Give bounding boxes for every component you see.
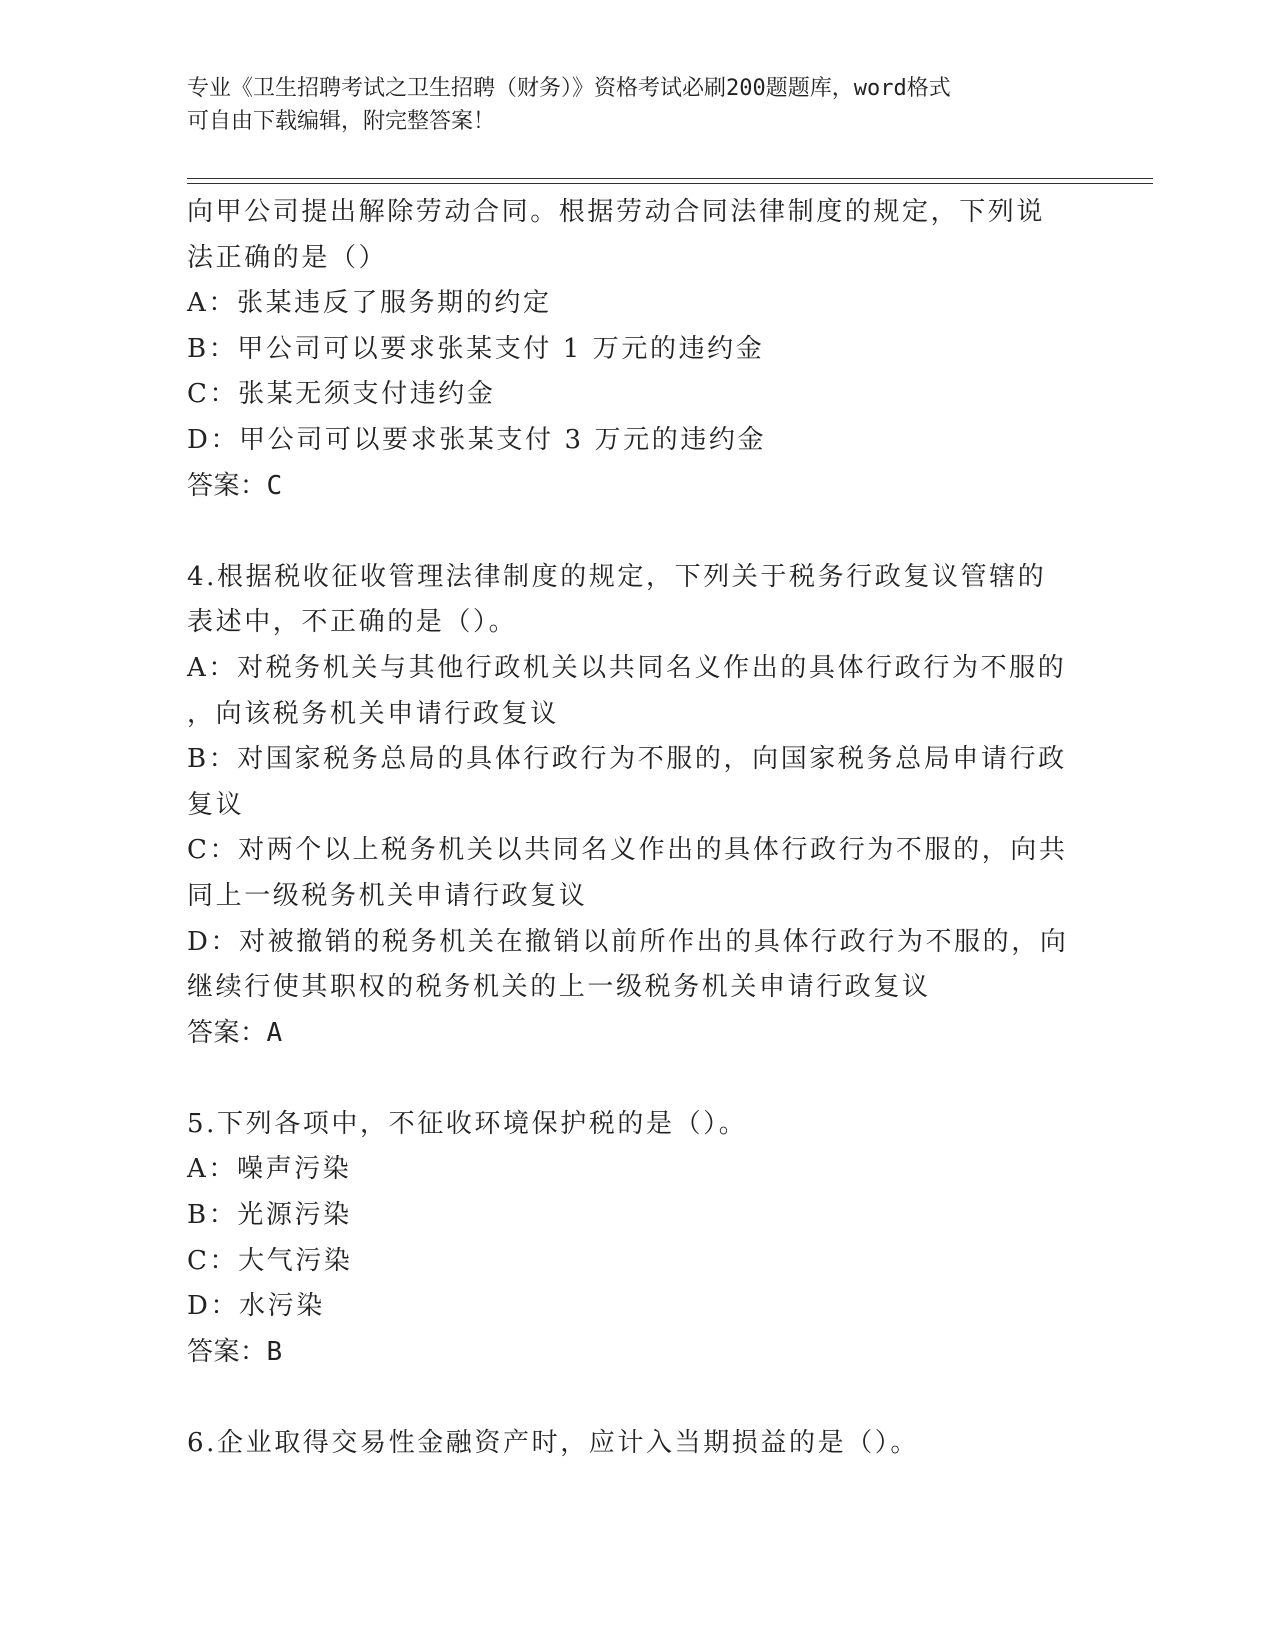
- option-b: 复议: [187, 789, 245, 820]
- option-d: 继续行使其职权的税务机关的上一级税务机关申请行政复议: [187, 972, 931, 1003]
- option-a: A：噪声污染: [187, 1154, 352, 1185]
- option-c: C：对两个以上税务机关以共同名义作出的具体行政行为不服的，向共: [187, 835, 1068, 866]
- document-header: [187, 72, 1067, 138]
- question-5: [187, 1102, 1087, 1376]
- question-stem: 向甲公司提出解除劳动合同。根据劳动合同法律制度的规定，下列说: [187, 197, 1046, 227]
- question-stem: 表述中，不正确的是（）。: [187, 607, 518, 638]
- spacer: [187, 1056, 1087, 1102]
- question-6: [187, 1421, 1087, 1467]
- question-stem: 6.企业取得交易性金融资产时，应计入当期损益的是（）。: [187, 1428, 920, 1459]
- question-3: [187, 190, 1087, 509]
- question-content: [187, 190, 1087, 1467]
- question-stem: 法正确的是（）: [187, 242, 388, 273]
- option-d: D：对被撤销的税务机关在撤销以前所作出的具体行政行为不服的，向: [187, 926, 1069, 957]
- answer-line: 答案：C: [187, 470, 283, 501]
- option-a: A：张某违反了服务期的约定: [187, 288, 552, 319]
- header-title-line-2: 可自由下载编辑，附完整答案！: [187, 109, 496, 134]
- option-a: ，向该税务机关申请行政复议: [187, 698, 559, 729]
- question-stem: 4.根据税收征收管理法律制度的规定，下列关于税务行政复议管辖的: [187, 561, 1047, 592]
- option-b: B：对国家税务总局的具体行政行为不服的，向国家税务总局申请行政: [187, 744, 1067, 775]
- header-divider-top: [187, 178, 1153, 179]
- header-title-line-1: 专业《卫生招聘考试之卫生招聘（财务）》资格考试必刷200题题库，word格式: [187, 76, 951, 101]
- answer-line: 答案：B: [187, 1336, 283, 1367]
- spacer: [187, 509, 1087, 555]
- answer-line: 答案：A: [187, 1017, 283, 1048]
- option-b: B：光源污染: [187, 1200, 352, 1231]
- option-a: A：对税务机关与其他行政机关以共同名义作出的具体行政行为不服的: [187, 652, 1067, 683]
- question-4: [187, 555, 1087, 1057]
- header-divider-bottom: [187, 183, 1153, 184]
- option-d: D：甲公司可以要求张某支付 3 万元的违约金: [187, 424, 767, 455]
- question-stem: 5.下列各项中，不征收环境保护税的是（）。: [187, 1108, 748, 1139]
- option-c: 同上一级税务机关申请行政复议: [187, 880, 588, 911]
- spacer: [187, 1375, 1087, 1421]
- option-c: C：张某无须支付违约金: [187, 379, 496, 410]
- option-d: D：水污染: [187, 1291, 325, 1322]
- option-b: B：甲公司可以要求张某支付 1 万元的违约金: [187, 333, 765, 364]
- option-c: C：大气污染: [187, 1245, 353, 1276]
